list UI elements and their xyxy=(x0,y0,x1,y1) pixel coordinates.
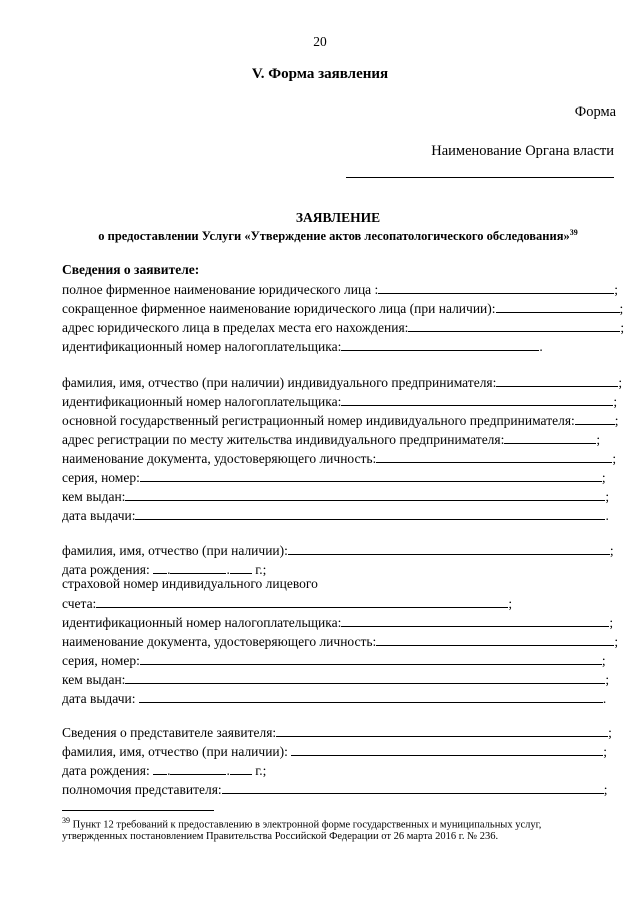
footnote-line-2: утвержденных постановлением Правительства Российской Федерации от 26 марта 2016 г. № 236. xyxy=(62,831,499,842)
application-subheading: о предоставлении Услуги «Утверждение актов лесопатологического обследования»$^{39}$ xyxy=(98,228,578,244)
ie-issued-by-row[interactable]: кем выдан: ; xyxy=(62,489,610,504)
legal-short-name-row[interactable]: сокращенное фирменное наименование юридического лица (при наличии): ; xyxy=(62,301,624,316)
ie-address-row[interactable]: адрес регистрации по месту жительства индивидуального предпринимателя: ; xyxy=(62,432,601,447)
form-label: Форма xyxy=(574,104,616,120)
ie-inn-row[interactable]: идентификационный номер налогоплательщика: ; xyxy=(62,394,618,409)
application-heading: ЗАЯВЛЕНИЕ xyxy=(295,210,381,225)
legal-full-name-row[interactable]: полное фирменное наименование юридического лица : ; xyxy=(62,282,619,297)
organ-name-line[interactable] xyxy=(346,177,614,178)
ie-series-row[interactable]: серия, номер: ; xyxy=(62,470,606,485)
organ-label: Наименование Органа власти xyxy=(431,143,614,159)
legal-address-row[interactable]: адрес юридического лица в пределах места его нахождения: ; xyxy=(62,320,625,335)
footnote-number: 39 xyxy=(62,816,70,825)
legal-inn-row[interactable]: идентификационный номер налогоплательщика: . xyxy=(62,339,543,354)
ie-fio-row[interactable]: фамилия, имя, отчество (при наличии) индивидуального предпринимателя: ; xyxy=(62,375,623,390)
footnote-line-1: Пункт 12 требований к предоставлению в электронной форме государственных и муниципальных услуг, xyxy=(72,819,542,831)
ind-id-doc-row[interactable]: наименование документа, удостоверяющего личность: ; xyxy=(62,634,619,649)
ind-inn-row[interactable]: идентификационный номер налогоплательщика: ; xyxy=(62,615,614,630)
applicant-header: Сведения о заявителе: xyxy=(62,262,200,277)
ind-issue-date-row[interactable]: дата выдачи: . xyxy=(62,691,607,706)
section-title: V. Форма заявления xyxy=(251,66,389,82)
ie-issue-date-row[interactable]: дата выдачи: . xyxy=(62,508,609,523)
ind-fio-row[interactable]: фамилия, имя, отчество (при наличии): ; xyxy=(62,543,614,558)
footnote-divider xyxy=(62,810,214,811)
ind-series-row[interactable]: серия, номер: ; xyxy=(62,653,606,668)
rep-birth-row[interactable]: дата рождения: . . г.; xyxy=(62,763,267,778)
rep-powers-row[interactable]: полномочия представителя: ; xyxy=(62,782,608,797)
ie-ogrnip-row[interactable]: основной государственный регистрационный номер индивидуального предпринимателя: ; xyxy=(62,413,619,428)
rep-fio-row[interactable]: фамилия, имя, отчество (при наличии): ; xyxy=(62,744,608,759)
ie-id-doc-row[interactable]: наименование документа, удостоверяющего личность: ; xyxy=(62,451,617,466)
ind-birth-row[interactable]: дата рождения: . . г.; xyxy=(62,562,267,577)
page-number: 20 xyxy=(313,34,327,49)
ind-snils-label: страховой номер индивидуального лицевого xyxy=(62,576,318,591)
ind-issued-by-row[interactable]: кем выдан: ; xyxy=(62,672,610,687)
ind-snils-row[interactable]: счета: ; xyxy=(62,596,513,611)
rep-header-row[interactable]: Сведения о представителе заявителя: ; xyxy=(62,725,612,740)
